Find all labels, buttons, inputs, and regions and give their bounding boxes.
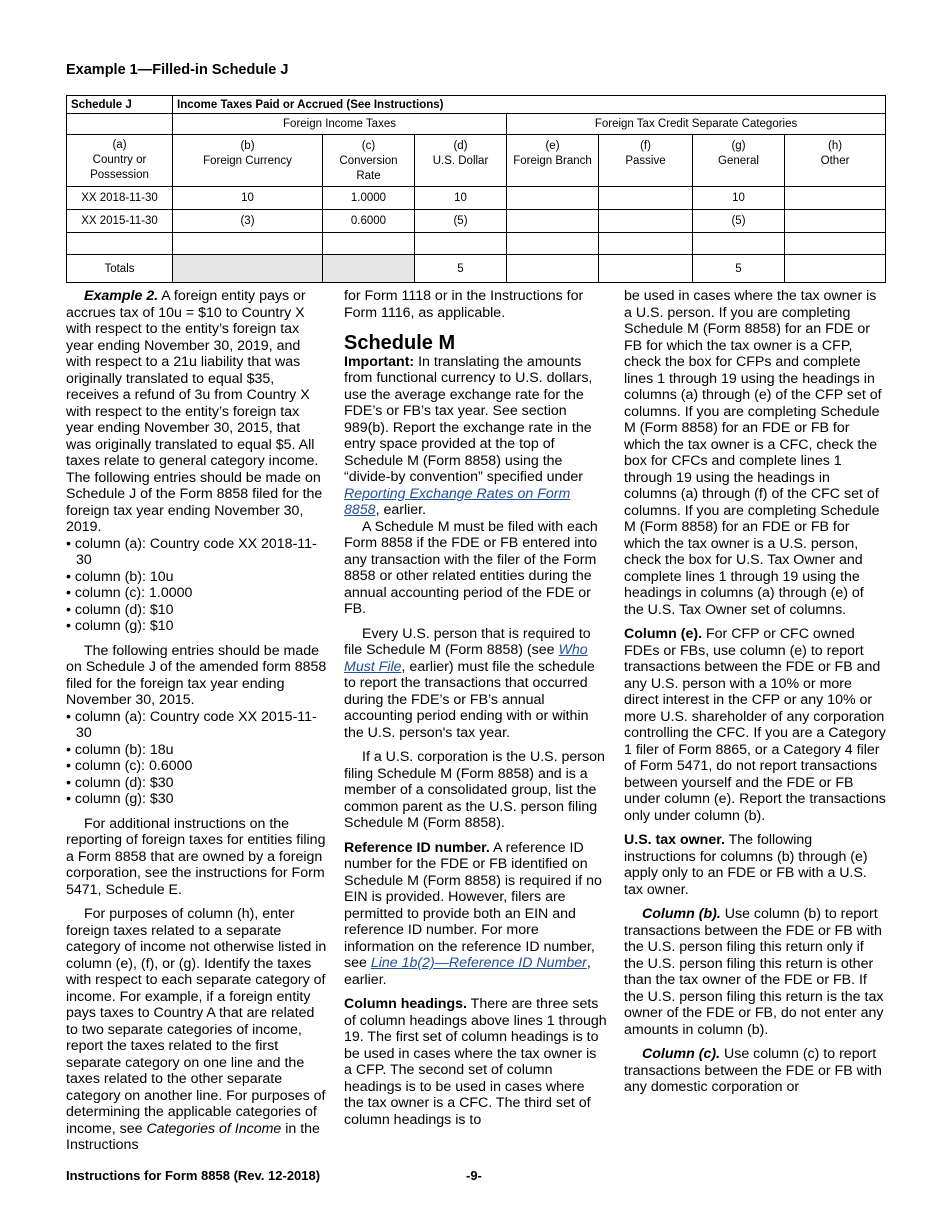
text-column-2 [344, 288, 608, 1136]
column-header-row [67, 135, 886, 187]
paragraph: A Schedule M must be filed with each Form 8858 if the FDE or FB entered into any transaction with the filer of the Form 8858 or other related entities during the annual accounting period of the FDE or FB. [344, 518, 598, 617]
text-column-3 [624, 288, 886, 1104]
paragraph: for Form 1118 or in the Instructions for Form 1116, as applicable. [344, 288, 584, 321]
column-header: (h) Other [785, 135, 886, 187]
column-header: (d) U.S. Dollar [415, 135, 507, 187]
paragraph: The following entries should be made on Schedule J of the amended form 8858 filed for the foreign tax year ending November 30, 2015. [66, 642, 327, 708]
link-reference-id-number[interactable]: Line 1b(2)—Reference ID Number [370, 955, 587, 971]
totals-row: Totals 5 5 [67, 255, 886, 283]
list-example-2019: • column (a): Country code XX 2018-11-30 • column (b): 10u • column (c): 1.0000 • column (d): $10 • column (g): $10 [66, 536, 328, 635]
paragraph: If a U.S. corporation is the U.S. person filing Schedule M (Form 8858) and is a member of a consolidated group, list the common parent as the U.S. person filing Schedule M (Form 8858). [344, 749, 605, 831]
column-header: (c) Conversion Rate [323, 135, 415, 187]
footer-form-title: Instructions for Form 8858 (Rev. 12-2018) [66, 1168, 321, 1183]
paragraph: Column headings. There are three sets of column headings above lines 1 through 19. The first set of column headings is to be used in cases where the tax owner is a CFP. The second set of column headings is to be used in cases where the tax owner is a CFC. The third set of column headings is to [344, 996, 607, 1128]
column-header: (b) Foreign Currency [173, 135, 323, 187]
example-header: Example 1—Filled-in Schedule J [66, 62, 289, 78]
paragraph: Important: In translating the amounts from functional currency to U.S. dollars, use the average exchange rate for the FDE’s or FB’s tax year. See section 989(b). Report the exchange rate in the entry space provided at the top of Schedule M (Form 8858) using the “divide-by convention” specified under Reporting Exchange Rates on Form 8858, earlier. [344, 353, 593, 518]
example-2-paragraph: Example 2. A foreign entity pays or accrues tax of 10u = $10 to Country X with respect to the entity’s foreign tax year ending November 30, 2019, and with respect to a 21u liability that was originally translated to equal $35, receives a refund of 3u from Country X with respect to the entity’s foreign tax year ending November 30, 2015, that was originally translated to equal $5. All taxes relate to general category income. The following entries should be made on Schedule J of the Form 8858 filed for the foreign tax year ending November 30, 2019. [66, 288, 323, 535]
table-row: XX 2018-11-30 10 1.0000 10 10 [67, 187, 886, 210]
schedule-label: Schedule J [67, 96, 173, 114]
paragraph: Column (b). Use column (b) to report transactions between the FDE or FB with the U.S. person filing this return only if the U.S. person filing this return is other than the tax owner of the FDE or FB. If the U.S. person filing this return is the tax owner of the FDE or FB, do not enter any amounts in column (b). [624, 906, 884, 1038]
list-example-2015: • column (a): Country code XX 2015-11-30 • column (b): 18u • column (c): 0.6000 • column (d): $30 • column (g): $30 [66, 709, 328, 808]
link-reporting-exchange-rates[interactable]: Reporting Exchange Rates on Form 8858 [344, 485, 571, 518]
page-number: -9- [466, 1168, 482, 1183]
paragraph: Reference ID number. A reference ID number for the FDE or FB identified on Schedule M (Form 8858) is required if no EIN is provided. However, filers are permitted to provide both an EIN and reference ID number. For more information on the reference ID number, see Line 1b(2)—Reference ID Number, earlier. [344, 839, 602, 988]
column-header: (a) Country or Possession [67, 135, 173, 187]
table-row: XX 2015-11-30 (3) 0.6000 (5) (5) [67, 210, 886, 233]
paragraph: Column (e). For CFP or CFC owned FDEs or FBs, use column (e) to report transactions between the FDE or FB and any U.S. person with a 10% or more direct interest in the CFP or any 10% or more U.S. shareholder of any corporation controlling the CFC. If you are a Category 1 filer of Form 8865, or a Category 4 filer of Form 5471, do not report transactions between yourself and the FDE or FB under column (e). Report the transactions only under column (b). [624, 626, 886, 824]
table-row [67, 233, 886, 255]
schedule-m-heading: Schedule M [344, 332, 456, 354]
column-header: (g) General [693, 135, 785, 187]
column-header: (e) Foreign Branch [507, 135, 599, 187]
schedule-j-table [66, 95, 886, 283]
paragraph: Column (c). Use column (c) to report transactions between the FDE or FB with any domestic corporation or [624, 1046, 882, 1095]
text-column-1 [66, 288, 328, 1162]
group-foreign-income-taxes: Foreign Income Taxes [173, 114, 507, 135]
group-ftc-categories: Foreign Tax Credit Separate Categories [507, 114, 886, 135]
paragraph: be used in cases where the tax owner is a U.S. person. If you are completing Schedule M (Form 8858) for an FDE or FB for which the tax owner is a CFP, check the box for CFPs and complete lines 1 through 19 using the headings in columns (a) through (e) of the CFP set of columns. If you are completing Schedule M (Form 8858) for an FDE or FB for which the tax owner is a CFC, check the box for CFCs and complete lines 1 through 19 using the headings in columns (a) through (f) of the CFC set of columns. If you are completing Schedule M (Form 8858) for an FDE or FB for which the tax owner is a U.S. person, check the box for U.S. Tax Owner and complete lines 1 through 19 using the headings in columns (a) through (e) of the U.S. Tax Owner set of columns. [624, 288, 882, 618]
paragraph: For purposes of column (h), enter foreign taxes related to a separate category of income not otherwise listed in column (e), (f), or (g). Identify the taxes with respect to each separate category of income. For example, if a foreign entity pays taxes to Country A that are related to two separate categories of income, report the taxes related to the first separate category on one line and the taxes related to the other separate category on another line. For purposes of determining the applicable categories of income, see Categories of Income in the Instructions [66, 906, 327, 1153]
link-who-must-file[interactable]: Who Must File [344, 642, 588, 675]
paragraph: For additional instructions on the reporting of foreign taxes for entities filing a Form 8858 that are owned by a foreign corporation, see the instructions for Form 5471, Schedule E. [66, 815, 326, 898]
paragraph: Every U.S. person that is required to file Schedule M (Form 8858) (see Who Must File, earlier) must file the schedule to report the transactions that occurred during the FDE’s or FB’s annual accounting period ending with or within the U.S. person's tax year. [344, 625, 595, 741]
paragraph: U.S. tax owner. The following instructions for columns (b) through (e) apply only to an FDE or FB with a U.S. tax owner. [624, 832, 868, 898]
column-header: (f) Passive [599, 135, 693, 187]
schedule-title: Income Taxes Paid or Accrued (See Instructions) [173, 96, 886, 114]
